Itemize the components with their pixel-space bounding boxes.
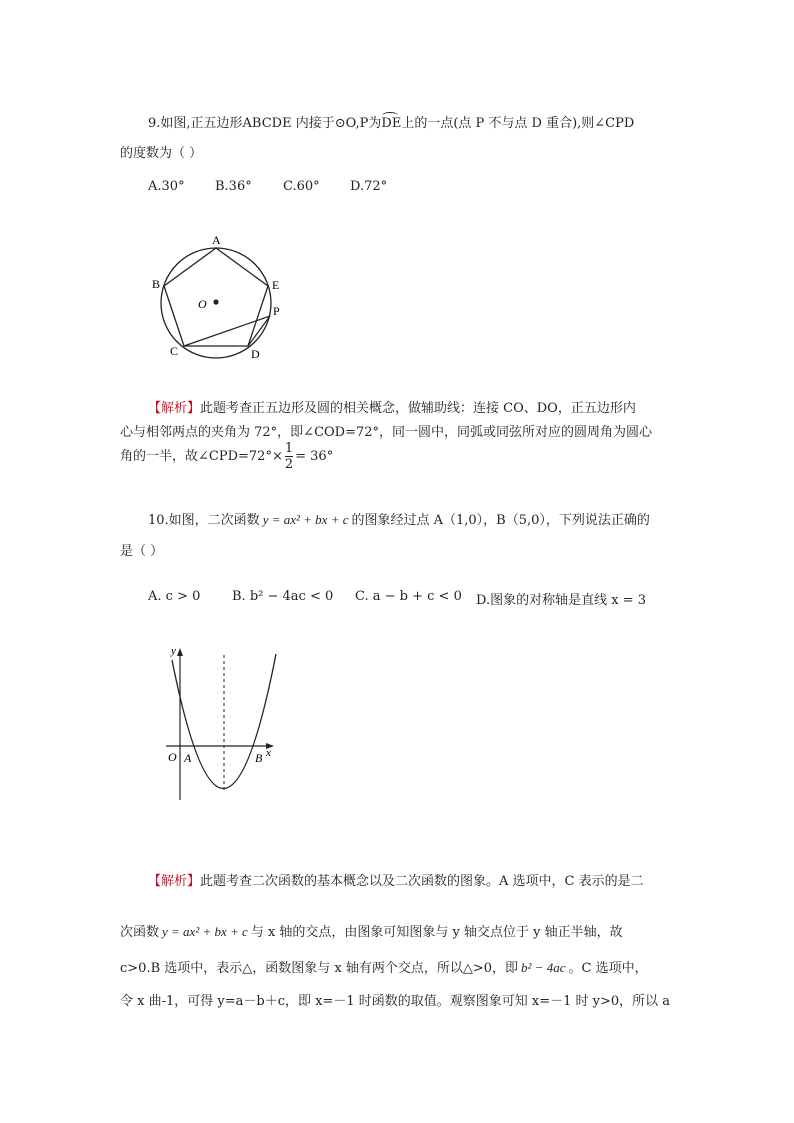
q10-label-o: O [168, 750, 177, 764]
a10-line1 [148, 870, 644, 889]
q9-label-d: D [251, 347, 260, 361]
q10-label-b: B [255, 751, 263, 765]
a10-formula: y = ax² + bx + c [162, 924, 248, 939]
a10-text2b: 与 x 轴的交点，由图象可知图象与 y 轴交点位于 y 轴正半轴，故 [250, 925, 623, 940]
a9-tag: 【解析】 [148, 401, 201, 416]
a10-line3 [120, 957, 648, 976]
q9-label-p: P [273, 304, 280, 318]
q9-option-d: D.72° [350, 179, 388, 194]
q10-label-a: A [184, 751, 192, 765]
q9-label-a: A [212, 233, 221, 247]
a9-text1: 此题考查正五边形及圆的相关概念，做辅助线：连接 CO、DO，正五边形内 [200, 401, 636, 416]
a10-text3a: c>0.B 选项中，表示△，函数图象与 x 轴有两个交点，所以△>0，即 [120, 961, 519, 976]
a10-tag: 【解析】 [148, 874, 201, 889]
q10-formula: y = ax² + bx + c [262, 512, 349, 527]
a10-line2 [120, 921, 623, 940]
a9-line1 [148, 397, 636, 416]
q9-option-b: B.36° [215, 179, 252, 194]
a9-frac-den: 2 [284, 457, 294, 472]
q10-figure [160, 640, 285, 805]
q9-option-c: C.60° [283, 179, 320, 194]
q9-text-a: 9.如图,正五边形ABCDE 内接于⊙O,P为 [148, 116, 382, 131]
q9-label-b: B [152, 277, 161, 291]
q10-option-c: C. a − b + c < 0 [355, 589, 462, 604]
q10-text-a: 10.如图，二次函数 [148, 513, 260, 528]
q9-center-dot [213, 299, 218, 304]
q9-figure [140, 228, 300, 368]
a10-text2a: 次函数 [120, 925, 160, 940]
q10-option-d: D.图象的对称轴是直线 x = 3 [476, 593, 646, 608]
q10-line2: 是（ ） [120, 544, 164, 559]
q9-label-o: O [198, 297, 207, 311]
q10-text-b: 的图象经过点 A（1,0），B（5,0），下列说法正确的 [351, 513, 650, 528]
q9-line2: 的度数为（ ） [120, 146, 203, 161]
q9-line-cp [184, 316, 270, 346]
a9-line2: 心与相邻两点的夹角为 72°，即∠COD=72°，同一圆中，同弧或同弦所对应的圆周角为圆心 [120, 425, 653, 440]
arc-mark-icon [382, 112, 398, 119]
q9-arc-label: DE [381, 116, 402, 131]
q10-label-y: y [171, 645, 176, 657]
a9-text3: 角的一半，故∠CPD=72°× [120, 449, 283, 464]
a10-discriminant: b² − 4ac [521, 960, 566, 975]
q10-option-a: A. c > 0 [148, 589, 201, 604]
a9-line3 [120, 441, 333, 472]
q9-label-c: C [170, 344, 179, 358]
a9-frac-num: 1 [284, 441, 294, 456]
q9-arc [381, 116, 401, 131]
a10-text1: 此题考查二次函数的基本概念以及二次函数的图象。A 选项中，C 表示的是二 [200, 874, 644, 889]
q10-y-arrow-icon [177, 648, 183, 656]
q9-text-b: 上的一点(点 P 不与点 D 重合),则∠CPD [401, 116, 635, 131]
q10-label-x: x [266, 747, 271, 759]
q9-line-dp [248, 316, 270, 346]
q9-label-e: E [272, 278, 280, 292]
a9-result: = 36° [295, 449, 334, 464]
a9-fraction [285, 441, 293, 472]
q9-option-a: A.30° [148, 179, 185, 194]
q9-line1 [148, 112, 634, 131]
a10-text3b: 。C 选项中， [568, 961, 648, 976]
q10-option-b: B. b² − 4ac < 0 [232, 589, 334, 604]
a10-line4: 令 x 曲-1，可得 y=a－b＋c，即 x=－1 时函数的取值。观察图象可知 x=－1 时 y>0，所以 a [120, 994, 671, 1009]
q10-line1 [148, 509, 650, 528]
q9-pentagon [164, 248, 268, 346]
